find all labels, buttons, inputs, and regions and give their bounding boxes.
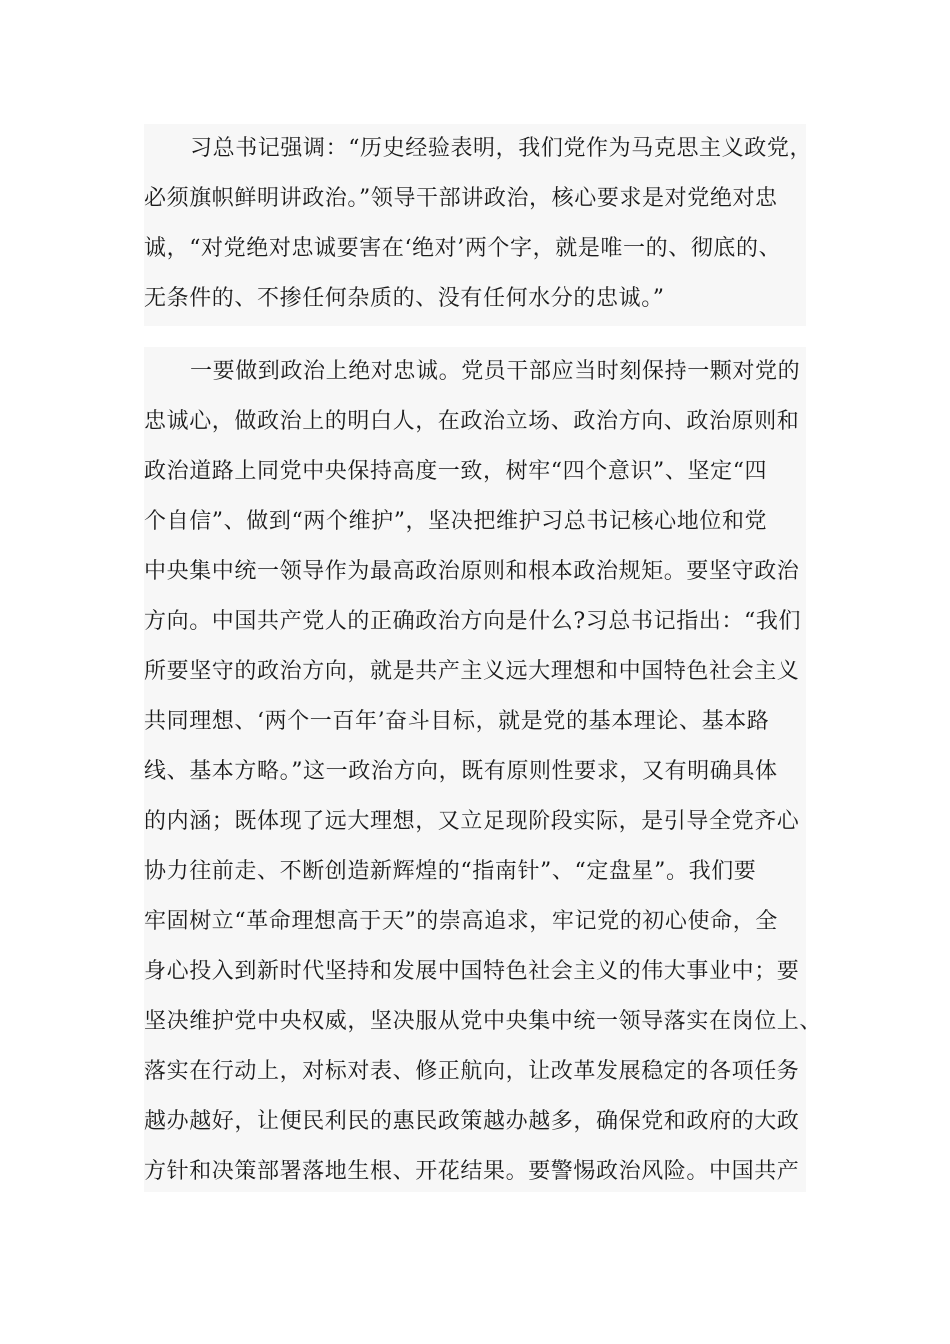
paragraph-2-line-2: 忠诚心，做政治上的明白人，在政治立场、政治方向、政治原则和 — [144, 409, 800, 434]
paragraph-2-line-4: 个自信”、做到“两个维护”，坚决把维护习总书记核心地位和党 — [144, 509, 768, 534]
paragraph-2-line-13: 身心投入到新时代坚持和发展中国特色社会主义的伟大事业中；要 — [144, 959, 800, 984]
paragraph-2 — [144, 347, 823, 1192]
paragraph-2-line-3: 政治道路上同党中央保持高度一致，树牢“四个意识”、坚定“四 — [144, 459, 768, 484]
paragraph-2-line-17: 方针和决策部署落地生根、开花结果。要警惕政治风险。中国共产 — [144, 1159, 800, 1184]
paragraph-1-line-4: 无条件的、不掺任何杂质的、没有任何水分的忠诚。” — [144, 286, 665, 311]
paragraph-2-line-16: 越办越好，让便民利民的惠民政策越办越多，确保党和政府的大政 — [144, 1109, 800, 1134]
paragraph-1-line-3: 诚，“对党绝对忠诚要害在‘绝对’两个字，就是唯一的、彻底的、 — [144, 236, 782, 261]
paragraph-2-line-10: 的内涵；既体现了远大理想，又立足现阶段实际，是引导全党齐心 — [144, 809, 800, 834]
paragraph-2-line-15: 落实在行动上，对标对表、修正航向，让改革发展稳定的各项任务 — [144, 1059, 800, 1084]
paragraph-2-line-12: 牢固树立“革命理想高于天”的崇高追求，牢记党的初心使命，全 — [144, 909, 778, 934]
paragraph-2-line-11: 协力往前走、不断创造新辉煌的“指南针”、“定盘星”。我们要 — [144, 859, 757, 884]
paragraph-2-line-8: 共同理想、‘两个一百年’奋斗目标，就是党的基本理论、基本路 — [144, 709, 770, 734]
paragraph-2-line-6: 方向。中国共产党人的正确政治方向是什么?习总书记指出：“我们 — [144, 609, 802, 634]
paragraph-1-line-2: 必须旗帜鲜明讲政治。”领导干部讲政治，核心要求是对党绝对忠 — [144, 186, 778, 211]
paragraph-1-line-1: 习总书记强调：“历史经验表明，我们党作为马克思主义政党， — [190, 136, 813, 161]
paragraph-2-line-1: 一要做到政治上绝对忠诚。党员干部应当时刻保持一颗对党的 — [190, 359, 801, 384]
paragraph-2-line-5: 中央集中统一领导作为最高政治原则和根本政治规矩。要坚守政治 — [144, 559, 800, 584]
paragraph-2-line-7: 所要坚守的政治方向，就是共产主义远大理想和中国特色社会主义 — [144, 659, 800, 684]
paragraph-2-line-9: 线、基本方略。”这一政治方向，既有原则性要求，又有明确具体 — [144, 759, 778, 784]
paragraph-2-line-14: 坚决维护党中央权威，坚决服从党中央集中统一领导落实在岗位上、 — [144, 1009, 823, 1034]
paragraph-1 — [144, 124, 813, 326]
